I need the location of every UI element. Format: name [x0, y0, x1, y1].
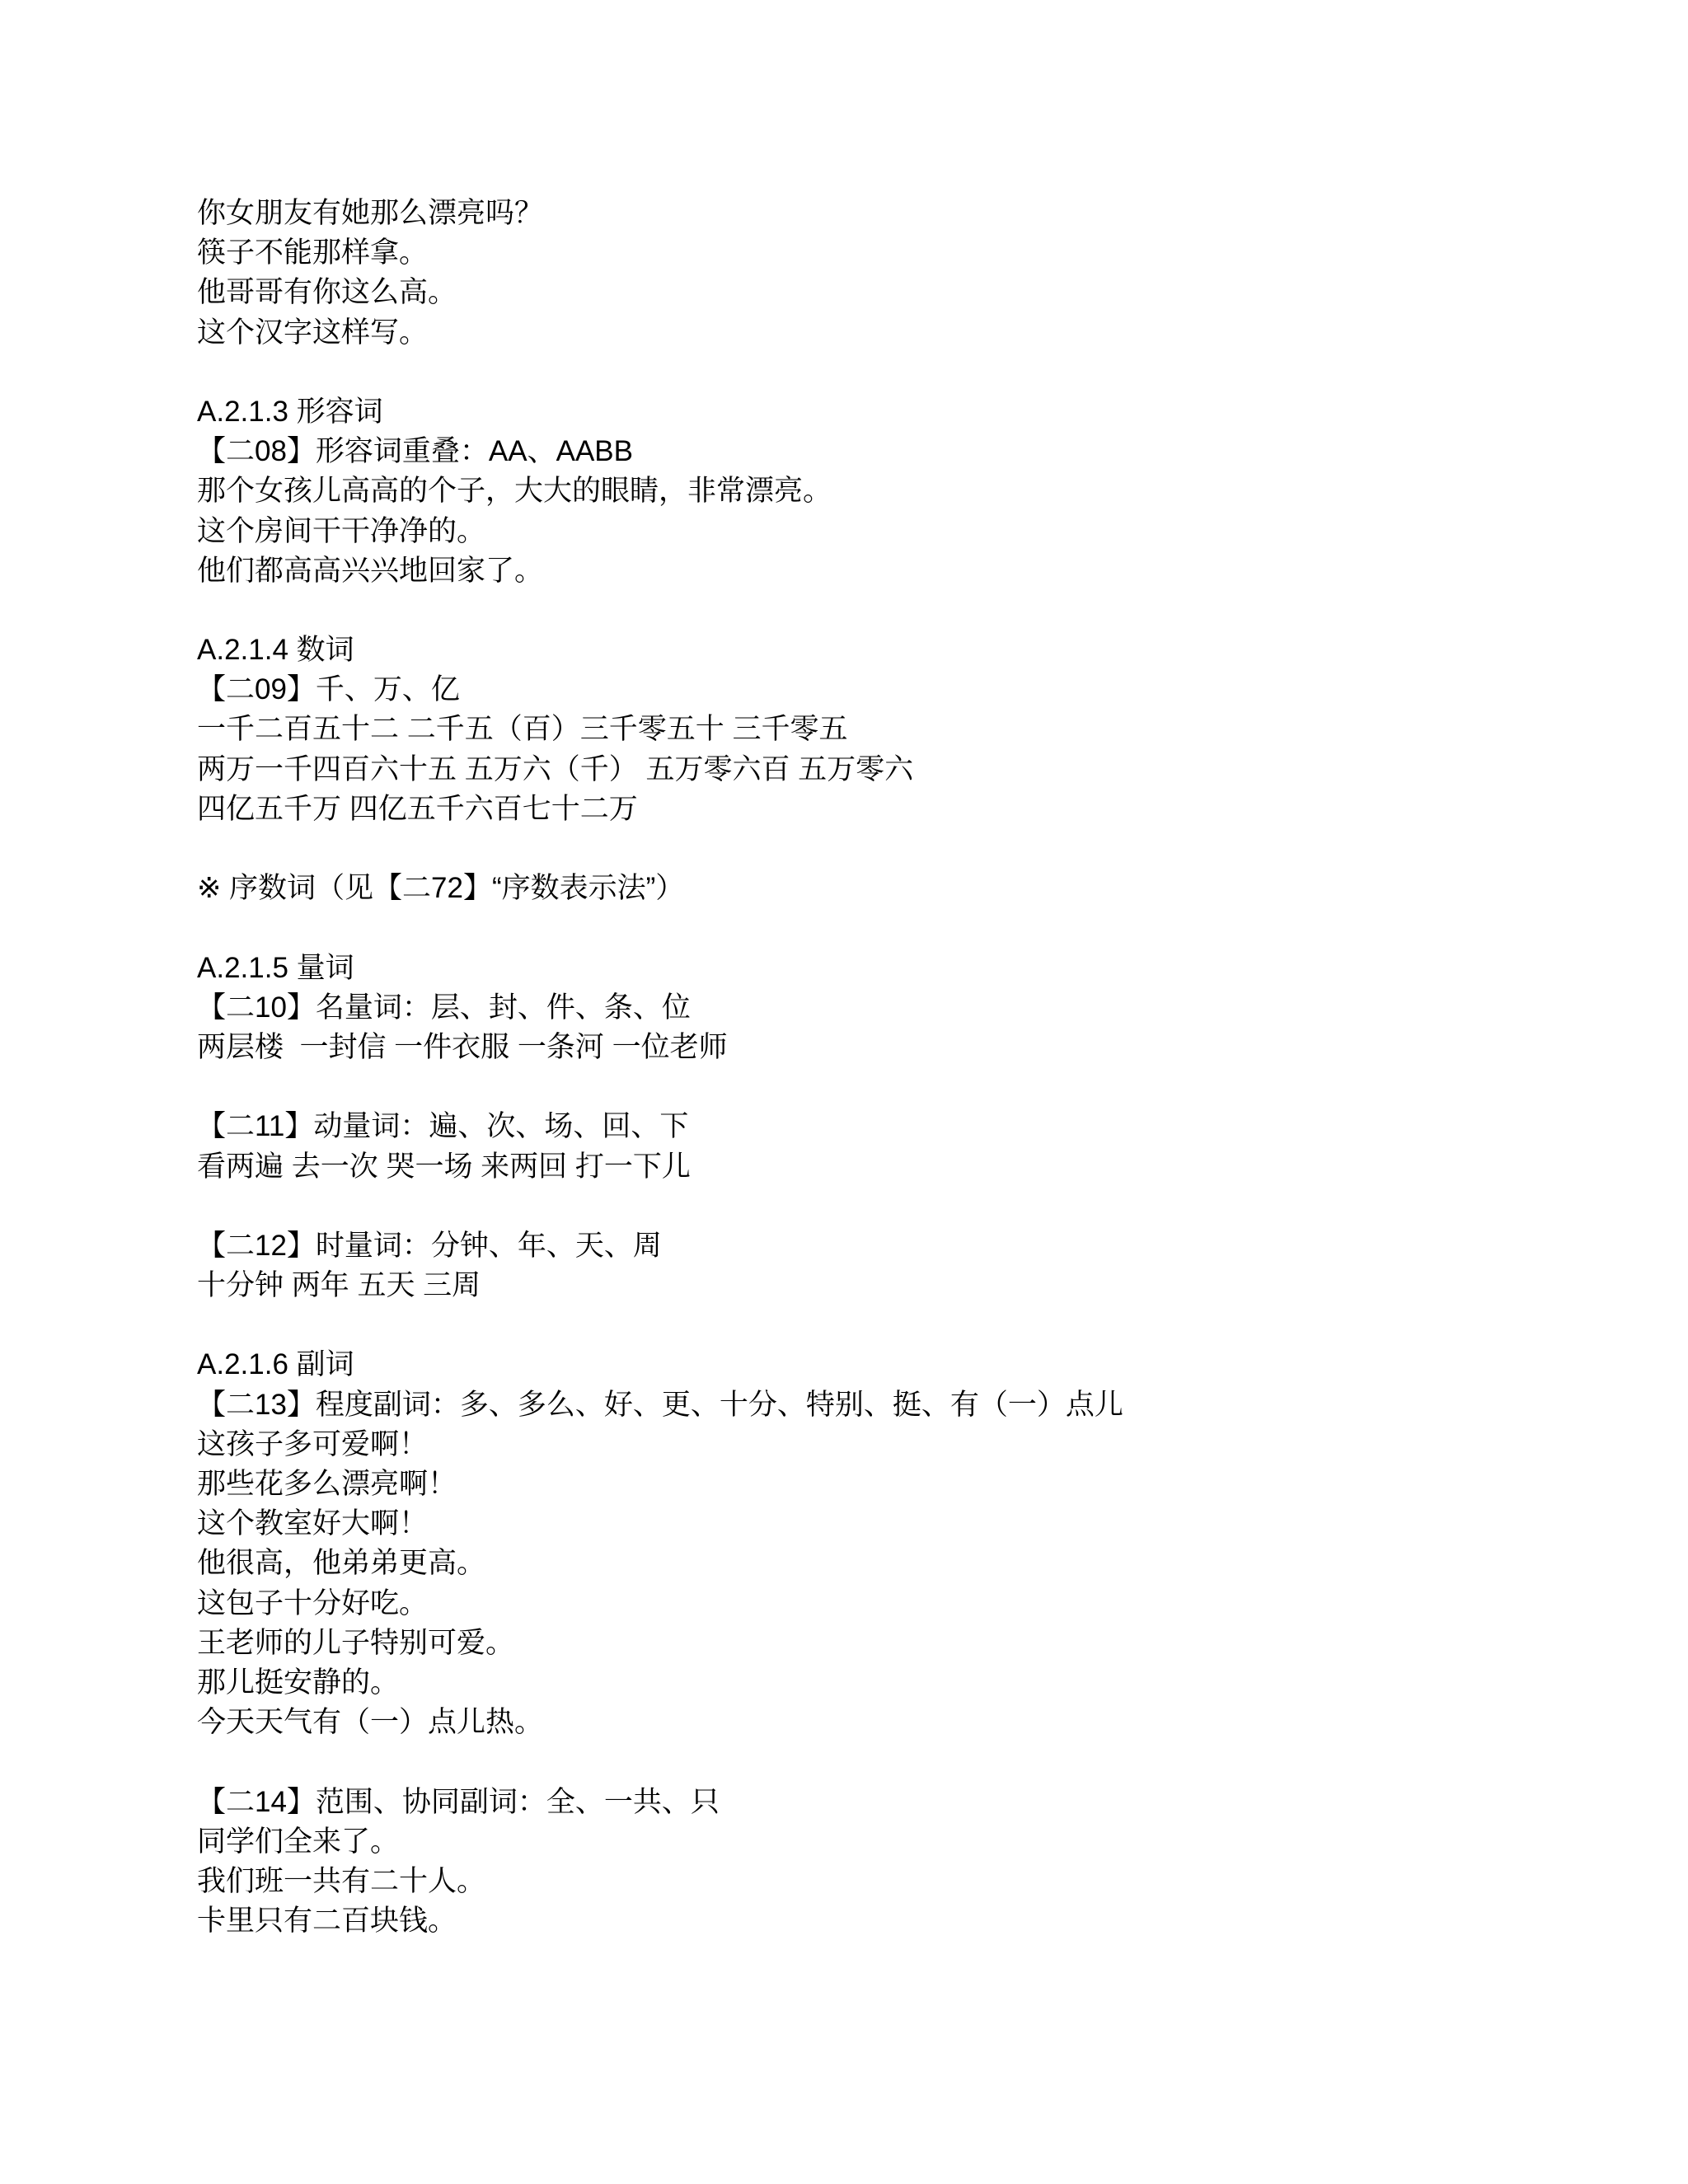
section-heading: A.2.1.3 形容词 [197, 395, 383, 428]
grammar-item-time-measure [197, 1226, 1123, 1305]
example-sentence: 十分钟 两年 五天 三周 [197, 1269, 481, 1302]
document-body [197, 194, 1123, 1941]
example-sentence: 一千二百五十二 二千五（百）三千零五十 三千零五 [197, 713, 848, 746]
section-adverbs [197, 1345, 1123, 1742]
example-sentence: 这个汉字这样写。 [197, 316, 429, 349]
grammar-item-label: 【二09】千、万、亿 [197, 673, 460, 706]
grammar-item-label: 【二14】范围、协同副词：全、一共、只 [197, 1785, 720, 1818]
example-sentence: 两层楼 一封信 一件衣服 一条河 一位老师 [197, 1030, 728, 1063]
example-sentence: 他哥哥有你这么高。 [197, 276, 457, 309]
grammar-item-scope-adverbs [197, 1783, 1123, 1942]
section-heading: A.2.1.4 数词 [197, 634, 354, 667]
note-text: ※ 序数词（见【二72】“序数表示法”） [197, 872, 685, 905]
section-measure-words [197, 949, 1123, 1068]
example-sentence: 那个女孩儿高高的个子，大大的眼睛，非常漂亮。 [197, 475, 832, 508]
grammar-item-verbal-measure [197, 1107, 1123, 1186]
intro-examples [197, 194, 1123, 353]
example-sentence: 四亿五千万 四亿五千六百七十二万 [197, 792, 638, 825]
example-sentence: 你女朋友有她那么漂亮吗？ [197, 197, 544, 229]
grammar-item-label: 【二11】动量词：遍、次、场、回、下 [197, 1110, 689, 1143]
example-sentence: 我们班一共有二十人。 [197, 1864, 486, 1897]
example-sentence: 这孩子多可爱啊！ [197, 1427, 429, 1460]
example-sentence: 这个房间干干净净的。 [197, 514, 486, 547]
example-sentence: 这包子十分好吃。 [197, 1586, 429, 1619]
section-heading: A.2.1.6 副词 [197, 1348, 354, 1381]
example-sentence: 同学们全来了。 [197, 1825, 400, 1858]
grammar-item-label: 【二10】名量词：层、封、件、条、位 [197, 991, 691, 1024]
section-heading: A.2.1.5 量词 [197, 951, 354, 984]
example-sentence: 那儿挺安静的。 [197, 1666, 400, 1699]
section-adjectives [197, 392, 1123, 591]
example-sentence: 卡里只有二百块钱。 [197, 1905, 457, 1938]
example-sentence: 这个教室好大啊！ [197, 1507, 429, 1540]
grammar-item-label: 【二08】形容词重叠：AA、AABB [197, 435, 633, 468]
cross-reference-note [197, 869, 1123, 908]
grammar-item-label: 【二13】程度副词：多、多么、好、更、十分、特别、挺、有（一）点儿 [197, 1388, 1123, 1421]
example-sentence: 那些花多么漂亮啊！ [197, 1468, 457, 1500]
example-sentence: 他很高，他弟弟更高。 [197, 1547, 486, 1580]
example-sentence: 筷子不能那样拿。 [197, 237, 429, 269]
example-sentence: 他们都高高兴兴地回家了。 [197, 554, 544, 587]
example-sentence: 今天天气有（一）点儿热。 [197, 1706, 544, 1739]
example-sentence: 两万一千四百六十五 五万六（千） 五万零六百 五万零六 [197, 752, 914, 785]
section-numerals [197, 630, 1123, 829]
example-sentence: 王老师的儿子特别可爱。 [197, 1626, 515, 1659]
example-sentence: 看两遍 去一次 哭一场 来两回 打一下儿 [197, 1150, 691, 1183]
grammar-item-label: 【二12】时量词：分钟、年、天、周 [197, 1229, 662, 1262]
